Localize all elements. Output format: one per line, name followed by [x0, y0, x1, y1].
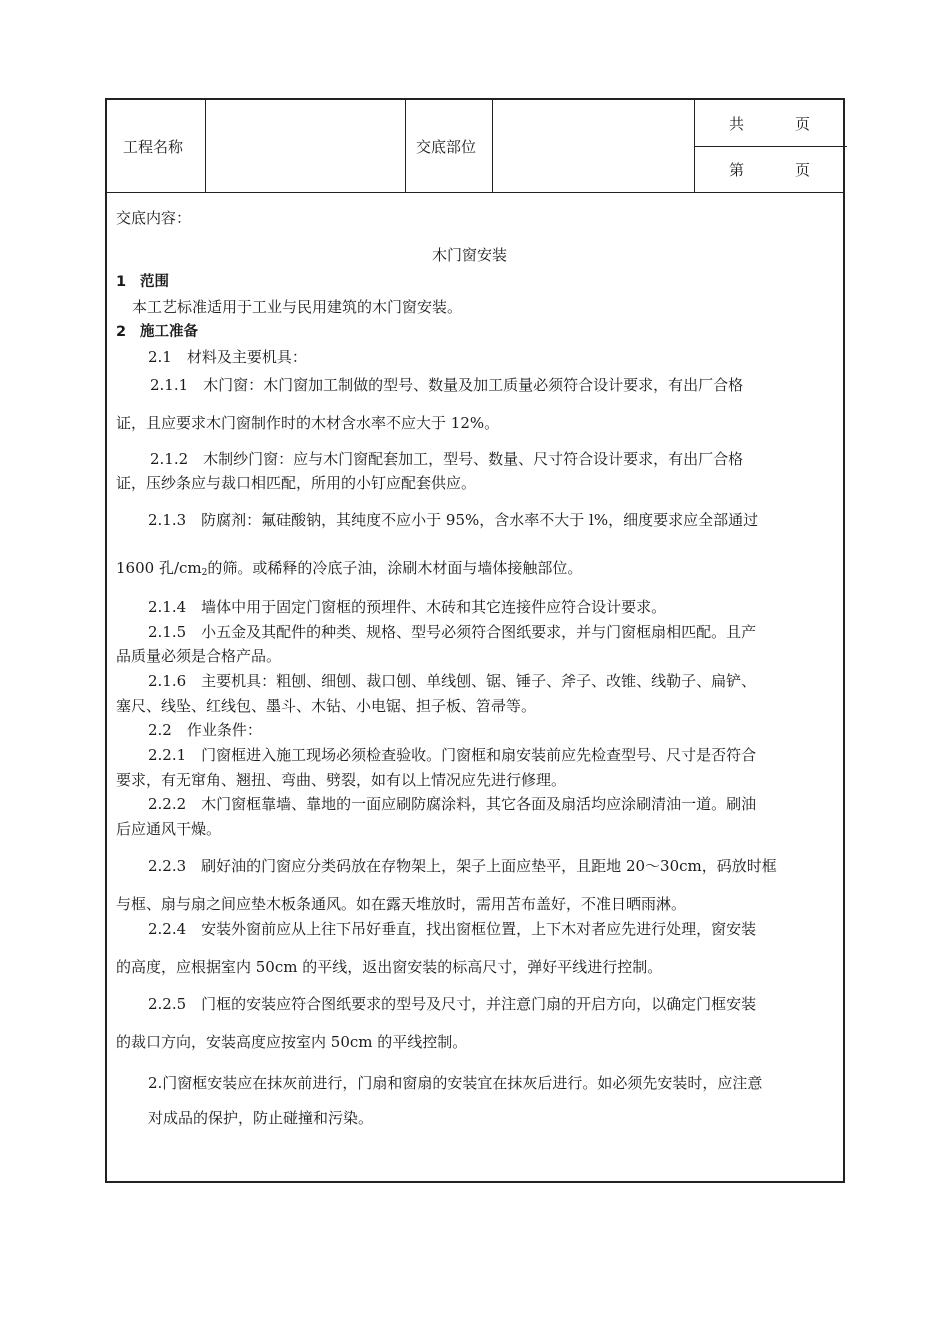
- mesh-size-text: 1600 孔/cm: [116, 559, 202, 577]
- section-2-2-4-line-2: 的高度，应根据室内 50cm 的平线，返出窗安装的标高尺寸，弹好平线进行控制。: [116, 958, 663, 976]
- section-2-2-1-line-1: 2.2.1 门窗框进入施工现场必须检查验收。门窗框和扇安装前应先检查型号、尺寸是否符合: [148, 746, 757, 764]
- section-2-1-4: 2.1.4 墙体中用于固定门窗框的预埋件、木砖和其它连接件应符合设计要求。: [148, 598, 667, 616]
- section-2-2-3-line-1: 2.2.3 刷好油的门窗应分类码放在存物架上，架子上面应垫平，且距地 20～30cm，码放时框: [148, 857, 777, 875]
- section-2-1-6-line-1: 2.1.6 主要机具：粗刨、细刨、裁口刨、单线刨、锯、锤子、斧子、改锥、线勒子、扁铲、: [148, 672, 757, 690]
- section-2-2-1-line-2: 要求，有无窜角、翘扭、弯曲、劈裂，如有以上情况应先进行修理。: [116, 771, 567, 789]
- section-2-2-2-line-2: 后应通风干燥。: [116, 820, 222, 838]
- header-divider: [205, 100, 206, 193]
- section-2-1-3-line-2: [116, 558, 582, 583]
- document-title: 木门窗安装: [432, 246, 508, 264]
- section-2-1-2-line-1: 2.1.2 木制纱门窗：应与木门窗配套加工，型号、数量、尺寸符合设计要求，有出厂合格: [150, 450, 744, 468]
- note-line-1: 2.门窗框安装应在抹灰前进行，门扇和窗扇的安装宜在抹灰后进行。如必须先安装时，应注意: [148, 1074, 763, 1092]
- section-2-1-5-line-1: 2.1.5 小五金及其配件的种类、规格、型号必须符合图纸要求，并与门窗框扇相匹配。且产: [148, 623, 757, 641]
- section-1-heading: 范围: [140, 274, 169, 290]
- header-divider: [492, 100, 493, 193]
- section-1-number: 1: [116, 274, 127, 290]
- section-2-1-6-line-2: 塞尺、线坠、红线包、墨斗、木钻、小电锯、担子板、笤帚等。: [116, 697, 537, 715]
- page-number-label: 第: [729, 161, 745, 179]
- section-2-1: 2.1 材料及主要机具：: [148, 348, 307, 366]
- page-number-unit: 页: [795, 161, 811, 179]
- section-2-number: 2: [116, 324, 127, 340]
- section-2-1-3-line-1: 2.1.3 防腐剂：氟硅酸钠，其纯度不应小于 95%，含水率不大于 l%，细度要求应全部通过: [148, 511, 759, 529]
- section-2-heading: 施工准备: [140, 324, 198, 340]
- section-2-2-2-line-1: 2.2.2 木门窗框靠墙、靠地的一面应刷防腐涂料，其它各面及扇活均应涂刷清油一道。刷油: [148, 795, 757, 813]
- section-2-2-5-line-2: 的裁口方向，安装高度应按室内 50cm 的平线控制。: [116, 1033, 468, 1051]
- section-2-1-2-line-2: 证，压纱条应与裁口相匹配，所用的小钉应配套供应。: [116, 474, 477, 492]
- section-1-text: 本工艺标准适用于工业与民用建筑的木门窗安装。: [132, 298, 463, 316]
- section-2-2: 2.2 作业条件：: [148, 721, 262, 739]
- content-intro-label: 交底内容：: [116, 209, 192, 227]
- total-pages-label: 共: [729, 115, 745, 133]
- project-name-label: 工程名称: [123, 138, 184, 156]
- handover-content: [107, 193, 843, 1183]
- header-row: [107, 100, 843, 193]
- section-2-2-4-line-1: 2.2.4 安装外窗前应从上往下吊好垂直，找出窗框位置，上下木对者应先进行处理，窗安装: [148, 920, 757, 938]
- section-2-2-3-line-2: 与框、扇与扇之间应垫木板条通风。如在露天堆放时，需用苫布盖好，不准日晒雨淋。: [116, 895, 687, 913]
- note-line-2: 对成品的保护，防止碰撞和污染。: [148, 1109, 374, 1127]
- section-2-1-1-line-2: 证，且应要求木门窗制作时的木材含水率不应大于 12%。: [116, 414, 500, 432]
- total-pages-unit: 页: [795, 115, 811, 133]
- page-cell-divider: [694, 146, 847, 147]
- header-divider: [405, 100, 406, 193]
- section-2-2-5-line-1: 2.2.5 门框的安装应符合图纸要求的型号及尺寸，并注意门扇的开启方向，以确定门框安装: [148, 995, 757, 1013]
- handover-part-label: 交底部位: [416, 138, 477, 156]
- section-2-1-5-line-2: 品质量必须是合格产品。: [116, 647, 282, 665]
- handover-document-frame: [105, 98, 845, 1183]
- mesh-size-subscript: 2: [201, 568, 208, 578]
- mesh-size-rest: 的筛。或稀释的冷底子油，涂刷木材面与墙体接触部位。: [207, 559, 583, 577]
- section-2-1-1-line-1: 2.1.1 木门窗：木门窗加工制做的型号、数量及加工质量必须符合设计要求，有出厂合格: [150, 376, 744, 394]
